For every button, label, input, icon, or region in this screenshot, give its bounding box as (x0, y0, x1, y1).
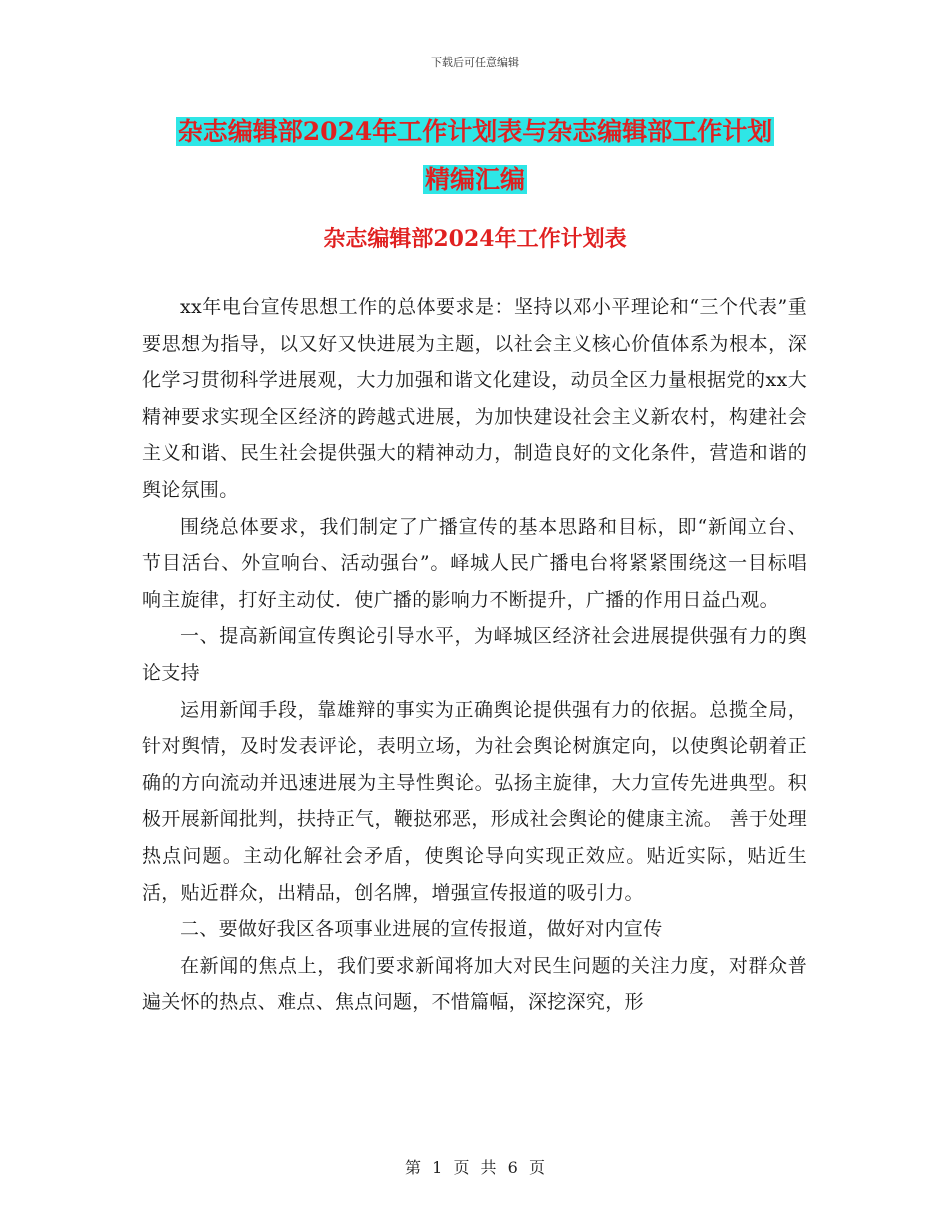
paragraph: 在新闻的焦点上，我们要求新闻将加大对民生问题的关注力度，对群众普遍关怀的热点、难点、焦点问题，不惜篇幅，深挖深究，形 (142, 954, 807, 1014)
document-title-line-2: 精编汇编 (424, 165, 525, 194)
document-title-line-1: 杂志编辑部2024年工作计划表与杂志编辑部工作计划 (177, 117, 773, 146)
page-number-footer (0, 1155, 950, 1178)
document-title (140, 108, 810, 204)
footer-current-page: 1 (432, 1158, 443, 1177)
paragraph: 围绕总体要求，我们制定了广播宣传的基本思路和目标，即“新闻立台、节目活台、外宣响台、活动强台”。峄城人民广播电台将紧紧围绕这一目标唱响主旋律，打好主动仗．使广播的影响力不断提升，广播的作用日益凸观。 (142, 515, 807, 611)
footer-prefix: 第 (405, 1158, 422, 1177)
footer-suffix: 页 (528, 1158, 545, 1177)
paragraph-heading: 二、要做好我区各项事业进展的宣传报道，做好对内宣传 (180, 918, 663, 941)
body-text (142, 289, 807, 1021)
footer-page-word: 页 (453, 1158, 470, 1177)
footer-total-pages: 6 (507, 1158, 518, 1177)
paragraph: xx年电台宣传思想工作的总体要求是：坚持以邓小平理论和“三个代表”重要思想为指导，以又好又快进展为主题，以社会主义核心价值体系为根本，深化学习贯彻科学进展观，大力加强和谐文化建设，动员全区力量根据党的xx大精神要求实现全区经济的跨越式进展，为加快建设社会主义新农村，构建社会主义和谐、民生社会提供强大的精神动力，制造良好的文化条件，营造和谐的舆论氛围。 (142, 296, 807, 501)
footer-total-word: 共 (480, 1158, 497, 1177)
header-note: 下载后可任意编辑 (431, 56, 519, 69)
section-title: 杂志编辑部2024年工作计划表 (323, 226, 627, 252)
paragraph: 运用新闻手段，靠雄辩的事实为正确舆论提供强有力的依据。总揽全局，针对舆情，及时发表评论，表明立场，为社会舆论树旗定向，以使舆论朝着正确的方向流动并迅速进展为主导性舆论。弘扬主旋律，大力宣传先进典型。积极开展新闻批判，扶持正气，鞭挞邪恶，形成社会舆论的健康主流。 善于处理热点问题。主动化解社会矛盾，使舆论导向实现正效应。贴近实际，贴近生活，贴近群众，出精品，创名牌，增强宣传报道的吸引力。 (142, 698, 807, 904)
paragraph-heading: 一、提高新闻宣传舆论引导水平，为峄城区经济社会进展提供强有力的舆论支持 (142, 625, 807, 684)
